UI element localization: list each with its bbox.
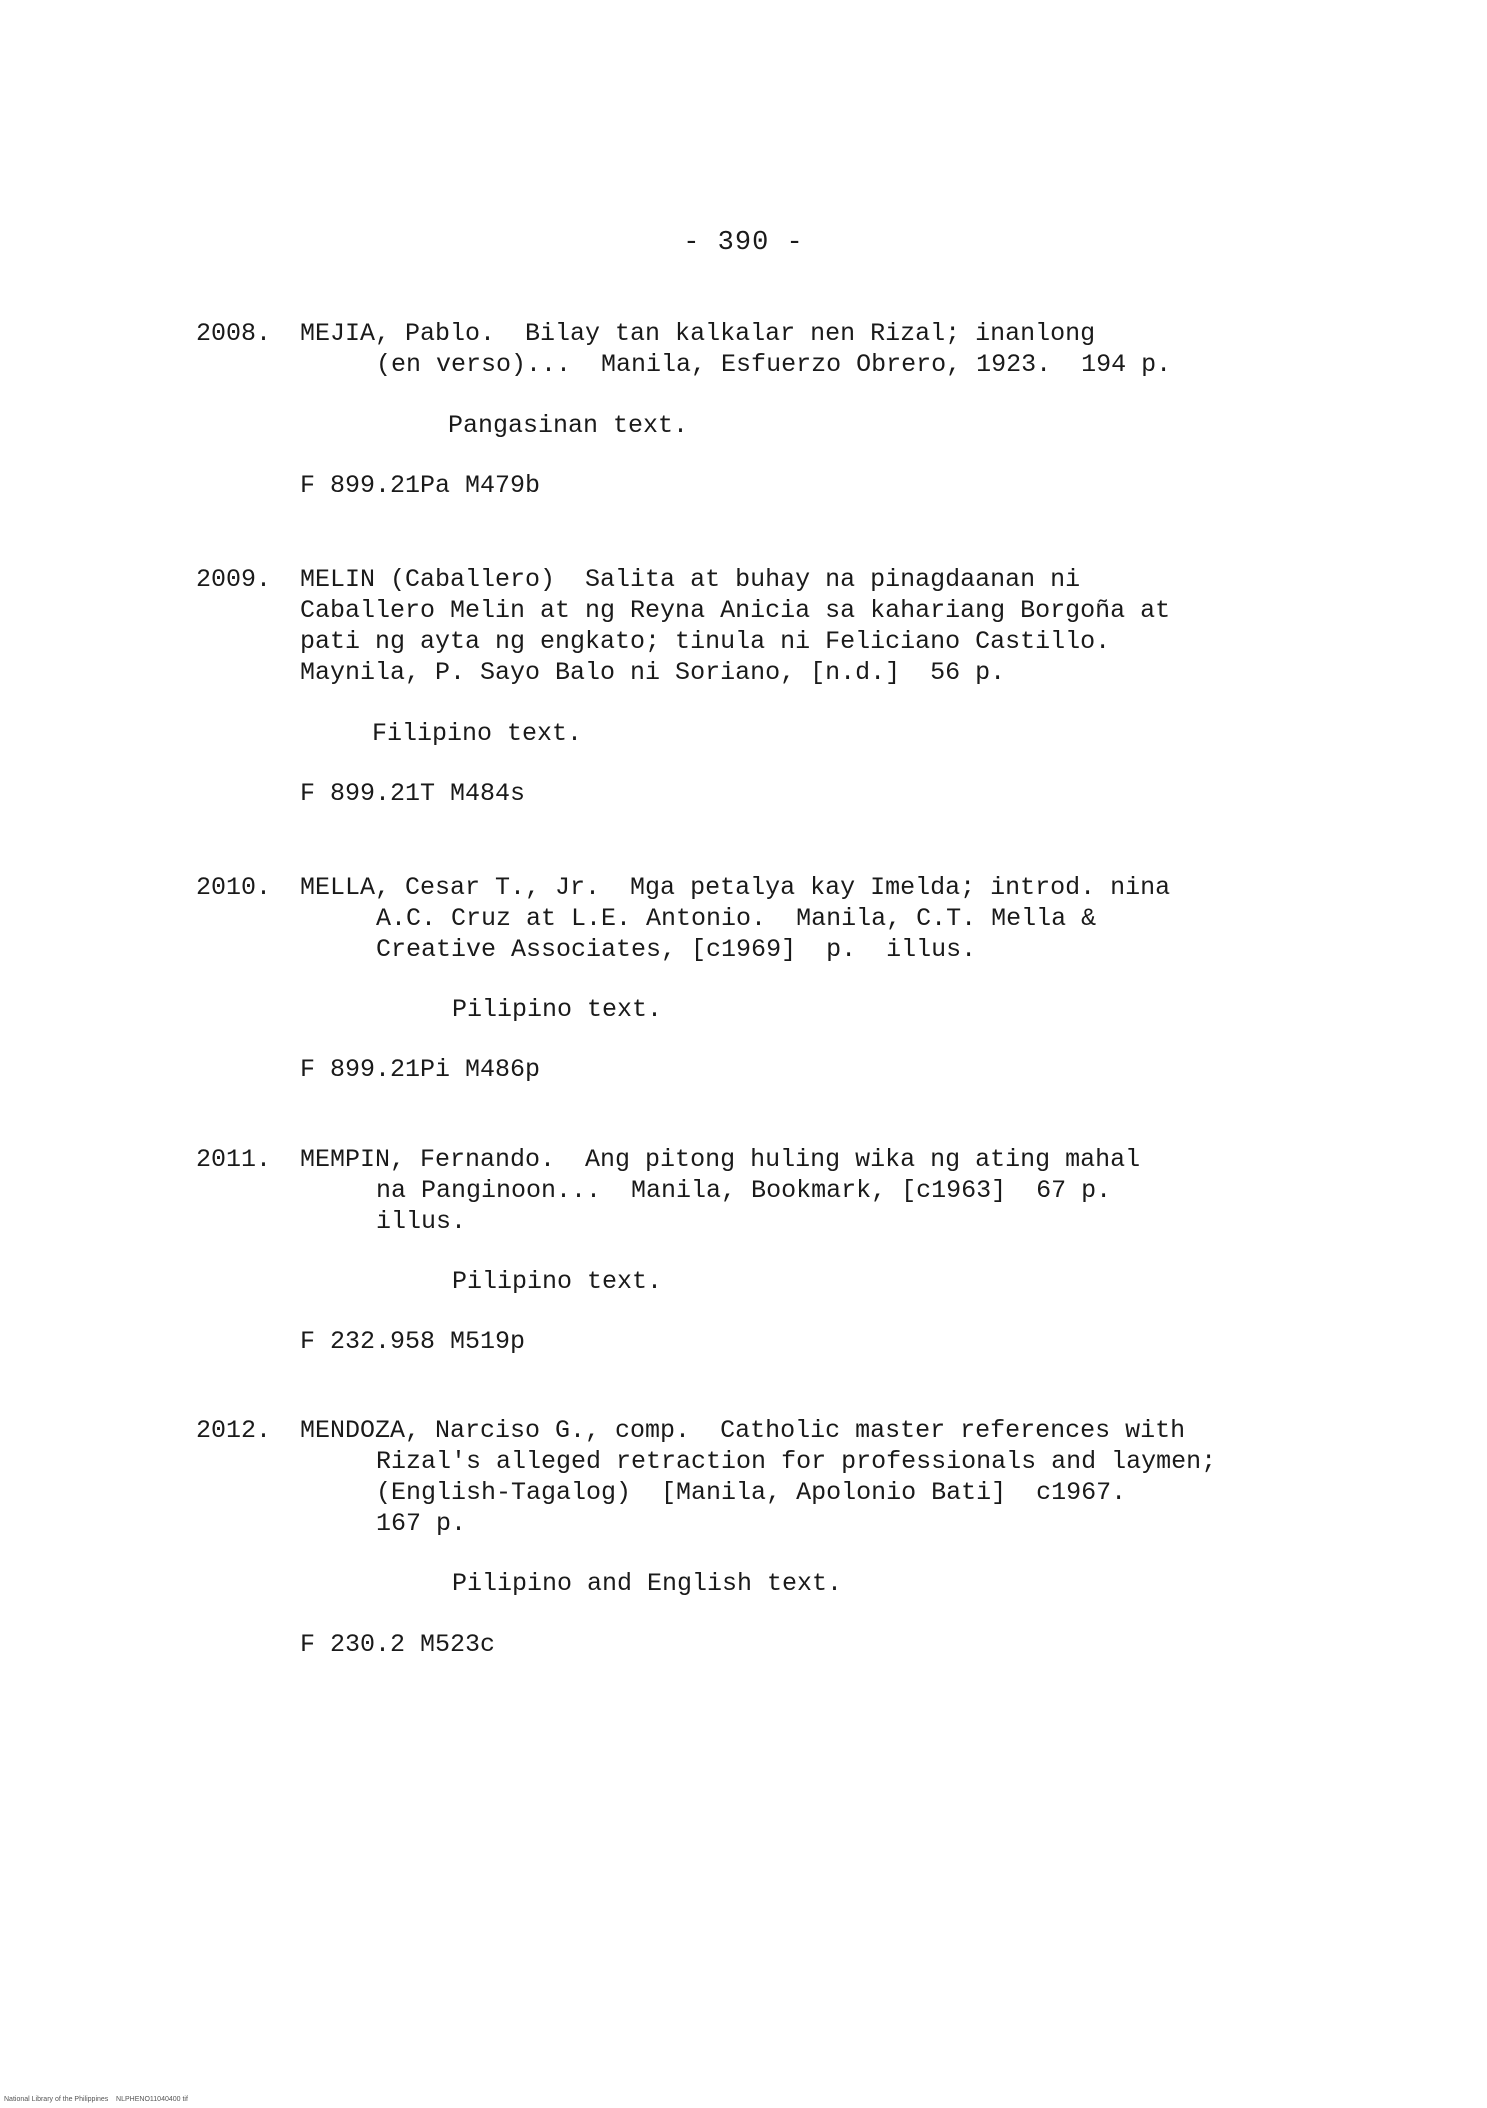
entry-number: 2010. bbox=[196, 873, 272, 902]
entry-number: 2009. bbox=[196, 565, 272, 594]
entry-line: MEMPIN, Fernando. Ang pitong huling wika ng ating mahal bbox=[300, 1145, 1141, 1174]
bibliography-entry bbox=[196, 564, 1256, 808]
entry-call-number: F 232.958 M519p bbox=[300, 1327, 526, 1356]
entry-language: Pilipino and English text. bbox=[452, 1569, 843, 1598]
entry-line: Creative Associates, [c1969] p. illus. bbox=[376, 935, 977, 964]
entry-line: na Panginoon... Manila, Bookmark, [c1963] 67 p. bbox=[376, 1176, 1112, 1205]
entry-number: 2012. bbox=[196, 1416, 272, 1445]
entry-line: (en verso)... Manila, Esfuerzo Obrero, 1923. 194 p. bbox=[376, 350, 1172, 379]
entry-language: Filipino text. bbox=[372, 719, 583, 748]
page-number: - 390 - bbox=[683, 228, 804, 258]
entry-language: Pangasinan text. bbox=[448, 411, 689, 440]
scan-footer: National Library of the Philippines NLPHENO11040400 tif bbox=[4, 2096, 188, 2103]
entry-call-number: F 899.21T M484s bbox=[300, 779, 526, 808]
entry-line: Rizal's alleged retraction for professionals and laymen; bbox=[376, 1447, 1217, 1476]
entry-line: (English-Tagalog) [Manila, Apolonio Bati] c1967. bbox=[376, 1478, 1127, 1507]
entry-language: Pilipino text. bbox=[452, 995, 663, 1024]
bibliography-entry bbox=[196, 1144, 1256, 1354]
bibliography-entry bbox=[196, 1415, 1256, 1659]
bibliography-entry bbox=[196, 318, 1256, 508]
entry-line: 167 p. bbox=[376, 1509, 467, 1538]
entry-line: MEJIA, Pablo. Bilay tan kalkalar nen Rizal; inanlong bbox=[300, 319, 1096, 348]
entry-call-number: F 899.21Pa M479b bbox=[300, 471, 541, 500]
entry-language: Pilipino text. bbox=[452, 1267, 663, 1296]
entry-call-number: F 230.2 M523c bbox=[300, 1630, 496, 1659]
entry-line: MELLA, Cesar T., Jr. Mga petalya kay Imelda; introd. nina bbox=[300, 873, 1171, 902]
entry-line: illus. bbox=[376, 1207, 467, 1236]
entry-number: 2011. bbox=[196, 1145, 272, 1174]
entry-line: MENDOZA, Narciso G., comp. Catholic master references with bbox=[300, 1416, 1186, 1445]
entry-line: Caballero Melin at ng Reyna Anicia sa kahariang Borgoña at bbox=[300, 596, 1171, 625]
entry-number: 2008. bbox=[196, 319, 272, 348]
bibliography-entry bbox=[196, 872, 1256, 1082]
entry-line: MELIN (Caballero) Salita at buhay na pinagdaanan ni bbox=[300, 565, 1081, 594]
entry-call-number: F 899.21Pi M486p bbox=[300, 1055, 541, 1084]
entry-line: pati ng ayta ng engkato; tinula ni Feliciano Castillo. bbox=[300, 627, 1111, 656]
entry-line: Maynila, P. Sayo Balo ni Soriano, [n.d.] 56 p. bbox=[300, 658, 1006, 687]
entry-line: A.C. Cruz at L.E. Antonio. Manila, C.T. Mella & bbox=[376, 904, 1097, 933]
